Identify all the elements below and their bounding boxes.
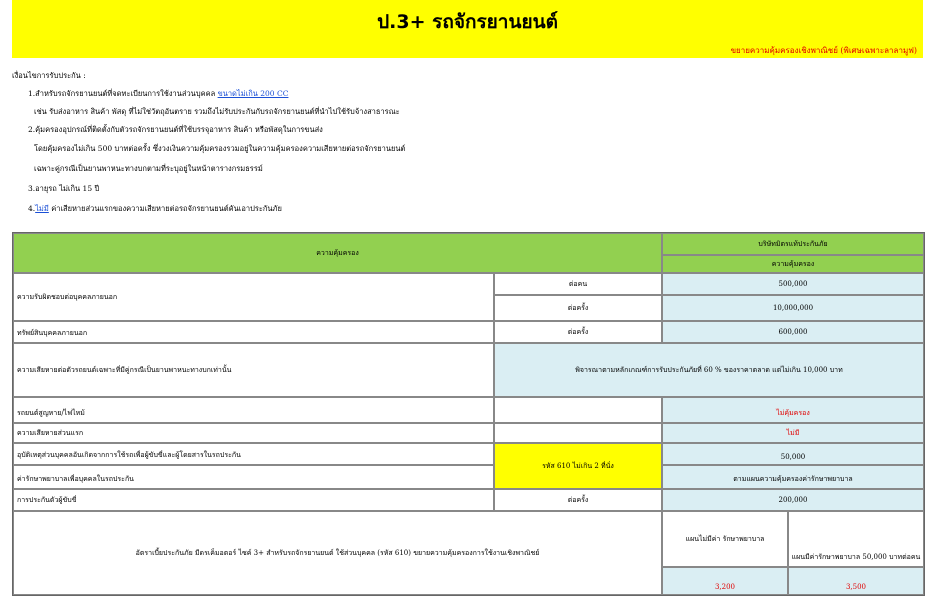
personal-accident-label: อุบัติเหตุส่วนบุคคลอันเกิดจากการใช้รถเพื่อผู้ขับขี่และผู้โดยสารในรถประกัน — [13, 443, 494, 465]
coverage-table — [12, 232, 925, 596]
property-per-time-label: ต่อครั้ง — [494, 321, 662, 343]
pa-value: 50,000 — [662, 443, 924, 465]
third-party-body-label: ความรับผิดชอบต่อบุคคลภายนอก — [13, 273, 494, 321]
own-damage-label: ความเสียหายต่อตัวรถยนต์เฉพาะที่มีคู่กรณีเป็นยานพาหนะทางบกเท่านั้น — [13, 343, 494, 397]
medical-value: ตามแผนความคุ้มครองค่ารักษาพยาบาล — [662, 465, 924, 489]
engine-size-link[interactable]: ขนาดไม่เกิน 200 CC — [217, 89, 289, 98]
conditions-heading: เงื่อนไขการรับประกัน : — [12, 71, 86, 80]
premium-with-medical: 3,500 — [788, 567, 924, 595]
bail-label: การประกันตัวผู้ขับขี่ — [13, 489, 494, 511]
premium-no-medical: 3,200 — [662, 567, 788, 595]
pa-code: รหัส 610 ไม่เกิน 2 ที่นั่ง — [494, 443, 662, 489]
medical-label: ค่ารักษาพยาบาลเพื่อบุคคลในรถประกัน — [13, 465, 494, 489]
title-banner — [12, 0, 923, 58]
condition-4 — [28, 203, 282, 215]
theft-fire-blank — [494, 397, 662, 423]
condition-3: 3.อายุรถ ไม่เกิน 15 ปี — [28, 184, 100, 193]
plan-with-medical-header: แผนมีค่ารักษาพยาบาล 50,000 บาทต่อคน — [788, 511, 924, 567]
page-title: ป.3+ รถจักรยานยนต์ — [377, 11, 558, 33]
deductible-value: ไม่มี — [662, 423, 924, 443]
property-value: 600,000 — [662, 321, 924, 343]
coverage-subheader: ความคุ้มครอง — [662, 255, 924, 273]
theft-fire-value: ไม่คุ้มครอง — [662, 397, 924, 423]
premium-note: อัตราเบี้ยประกันภัย มีดรเค็มอตอร์ ไซค์ 3+ สำหรับรถจักรยานยนต์ ใช้ส่วนบุคคล (รหัส 610) ขยายความคุ้มครองการใช้งานเชิงพาณิชย์ — [13, 511, 662, 595]
condition-2-detail-2: เฉพาะคู่กรณีเป็นยานพาหนะทางบกตามที่ระบุอยู่ในหน้าตารางกรมธรรม์ — [34, 164, 263, 173]
theft-fire-label: รถยนต์สูญหาย/ไฟไหม้ — [13, 397, 494, 423]
third-party-property-label: ทรัพย์สินบุคคลภายนอก — [13, 321, 494, 343]
page-subtitle: ขยายความคุ้มครองเชิงพาณิชย์ (พิเศษเฉพาะลาลามูฟ) — [730, 46, 917, 55]
deductible-none-link[interactable]: ไม่มี — [35, 204, 49, 213]
bail-per-time-label: ต่อครั้ง — [494, 489, 662, 511]
per-time-label: ต่อครั้ง — [494, 295, 662, 321]
per-time-value: 10,000,000 — [662, 295, 924, 321]
condition-1-detail: เช่น รับส่งอาหาร สินค้า พัสดุ ที่ไม่ใช่วัตถุอันตราย รวมถึงไม่รับประกันกับรถจักรยานยนต์ที่นำไปใช้รับจ้างสาธารณะ — [34, 107, 400, 116]
per-person-label: ต่อคน — [494, 273, 662, 295]
deductible-blank — [494, 423, 662, 443]
per-person-value: 500,000 — [662, 273, 924, 295]
condition-1-text: 1.สำหรับรถจักรยานยนต์ที่จดทะเบียนการใช้งานส่วนบุคคล — [28, 89, 218, 98]
condition-1 — [28, 88, 288, 100]
plan-no-medical-header: แผนไม่มีค่า รักษาพยาบาล — [662, 511, 788, 567]
company-header: บริษัทมิตรแท้ประกันภัย — [662, 233, 924, 255]
condition-2: 2.คุ้มครองอุปกรณ์ที่ติดตั้งกับตัวรถจักรยานยนต์ที่ใช้บรรจุอาหาร สินค้า หรือพัสดุในการขนส่ง — [28, 125, 323, 134]
deductible-label: ความเสียหายส่วนแรก — [13, 423, 494, 443]
condition-4-number: 4. — [28, 204, 36, 213]
own-damage-value: พิจารณาตามหลักเกณฑ์การรับประกันภัยที่ 60 % ของราคาตลาด แต่ไม่เกิน 10,000 บาท — [494, 343, 924, 397]
coverage-header: ความคุ้มครอง — [13, 233, 662, 273]
bail-value: 200,000 — [662, 489, 924, 511]
condition-4-text: ค่าเสียหายส่วนแรกของความเสียหายต่อรถจักรยานยนต์คันเอาประกันภัย — [48, 204, 282, 213]
condition-2-detail: โดยคุ้มครองไม่เกิน 500 บาทต่อครั้ง ซึ่งวงเงินความคุ้มครองรวมอยู่ในความคุ้มครองความเสียหายต่อรถจักรยานยนต์ — [34, 144, 406, 153]
